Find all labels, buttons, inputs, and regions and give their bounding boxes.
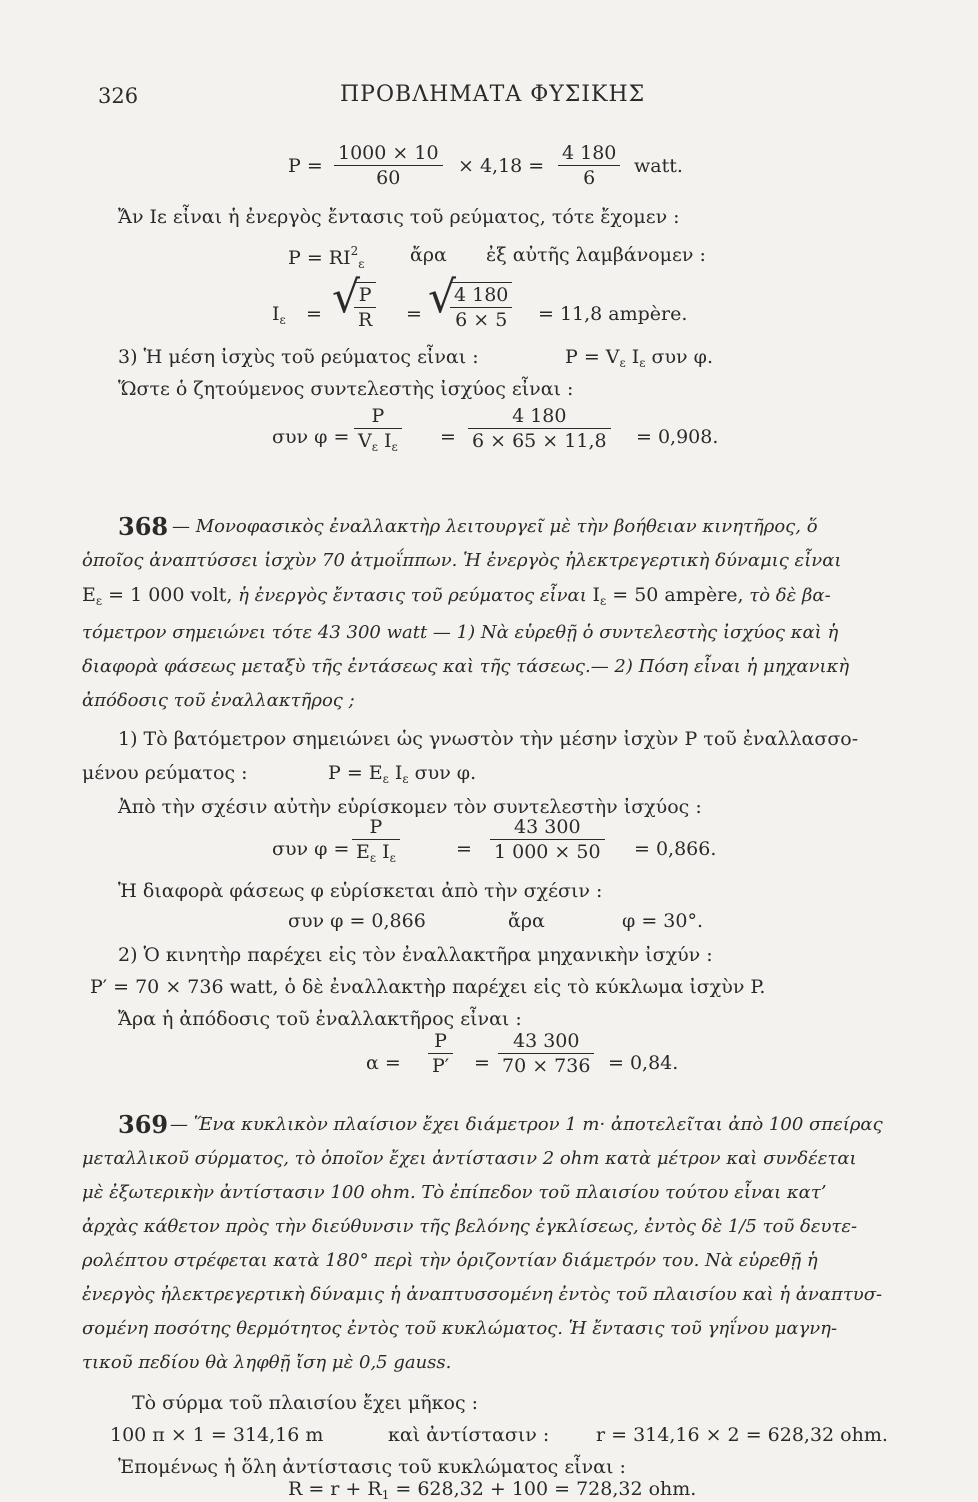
- text-line: Ὥστε ὁ ζητούμενος συντελεστὴς ἰσχύος εἶναι :: [118, 378, 574, 400]
- running-header-title: ΠΡΟΒΛΗΜΑΤΑ ΦΥΣΙΚΗΣ: [340, 82, 646, 107]
- text-line: Ἄν Iε εἶναι ἡ ἐνεργὸς ἔντασις τοῦ ρεύματος, τότε ἔχομεν :: [118, 206, 680, 228]
- book-page: 326 ΠΡΟΒΛΗΜΑΤΑ ΦΥΣΙΚΗΣ P = $\frac{1000 \times 10}{60}$ × 4,18 = $\frac{4 180}{6}$ watt. Ἄν Iε εἶναι ἡ ἐνεργὸς ἔντασις τοῦ ρεύματος, τότε ἔχομεν : $P = RI^2_\varepsilon$ ἄρα ἐξ αὐτῆς λαμβάνομεν : $I_\varepsilon$ = √ $\frac{P}{R}$ = √ $\frac{4 180}{6 \times 5}$ = 11,8 ampère. 3) Ἡ μέση ἰσχὺς τοῦ ρεύματος εἶναι : $P = V_\varepsilon$ $I_\varepsilon$ συν φ. Ὥστε ὁ ζητούμενος συντελεστὴς ἰσχύος εἶναι : συν φ = $\frac{P}{V_\varepsilon I_\varepsilon}$ = $\frac{4 180}{6 \times 65 \times 11,8}$ = 0,908. 368 — Μονοφασικὸς ἐναλλακτὴρ λειτουργεῖ μὲ τὴν βοήθειαν κινητῆρος, ὅ ὁποῖος ἀναπτύσσει ἰσχὺν 70 ἀτμοΐππων. Ἡ ἐνεργὸς ἠλεκτρεγερτικὴ δύναμις εἶναι $E_\varepsilon = 1$ 000 volt, ἡ ἐνεργὸς ἔντασις τοῦ ρεύματος εἶναι $I_\varepsilon = 50$ ampère, τὸ δὲ βα- τόμετρον σημειώνει τότε 43 300 watt — 1) Νὰ εὑρεθῇ ὁ συντελεστὴς ἰσχύος καὶ ἡ διαφορὰ φάσεως μεταξὺ τῆς ἐντάσεως καὶ τῆς τάσεως.— 2) Πόση εἶναι ἡ μηχανικὴ ἀπόδοσις τοῦ ἐναλλακτῆρος ; 1) Τὸ βατόμετρον σημειώνει ὡς γνωστὸν τὴν μέσην ἰσχὺν P τοῦ ἐναλλασσο- μένου ρεύματος : $P = E_\varepsilon$ $I_\varepsilon$ συν φ. Ἀπὸ τὴν σχέσιν αὐτὴν εὑρίσκομεν τὸν συντελεστὴν ἰσχύος : συν φ = $\frac{P}{E_\varepsilon I_\varepsilon}$ = $\frac{43 300}{1 000 \times 50}$ = 0,866. Ἡ διαφορὰ φάσεως φ εὑρίσκεται ἀπὸ τὴν σχέσιν : συν φ = 0,866 ἄρα φ = 30°. 2) Ὁ κινητὴρ παρέχει εἰς τὸν ἐναλλακτῆρα μηχανικὴν ἰσχύν : P′ = 70 × 736 watt, ὁ δὲ ἐναλλακτὴρ παρέχει εἰς τὸ κύκλωμα ἰσχὺν P. Ἄρα ἡ ἀπόδοσις τοῦ ἐναλλακτῆρος εἶναι : α = $\frac{P}{P'}$ = $\frac{43 300}{70 \times 736}$ = 0,84. 369 — Ἕνα κυκλικὸν πλαίσιον ἔχει διάμετρον 1 m· ἀποτελεῖται ἀπὸ 100 σπείρας μεταλλικοῦ σύρματος, τὸ ὁποῖον ἔχει ἀντίστασιν 2 ohm κατὰ μέτρον καὶ συνδέεται μὲ ἐξωτερικὴν ἀντίστασιν 100 ohm. Τὸ ἐπίπεδον τοῦ πλαισίου τούτου εἶναι κατ’ ἀρχὰς κάθετον πρὸς τὴν διεύθυνσιν τῆς βελόνης ἐγκλίσεως, ἐντὸς δὲ 1/5 τοῦ δευτε- ρολέπτου στρέφεται κατὰ 180° περὶ τὴν ὁριζοντίαν διάμετρόν του. Νὰ εὑρεθῇ ἡ ἐνεργὸς ἠλεκτρεγερτικὴ δύναμις ἡ ἀναπτυσσομένη ἐντὸς τοῦ πλαισίου καὶ ἡ ἀναπτυσ- σομένη ποσότης θερμότητος ἐντὸς τοῦ κυκλώματος. Ἡ ἔντασις τοῦ γηΐνου μαγνη- τικοῦ πεδίου θὰ ληφθῇ ἴση μὲ 0,5 gauss. Τὸ σύρμα τοῦ πλαισίου ἔχει μῆκος : 100 π × 1 = 314,16 m καὶ ἀντίστασιν : r = 314,16 × 2 = 628,32 ohm. Ἐπομένως ἡ ὅλη ἀντίστασις τοῦ κυκλώματος εἶναι : $R = r + R_1 = 628,32 + 100 = 728,32$ ohm.: [82, 82, 888, 1502]
- sqrt-symbol: √ $\frac{P}{R}$: [332, 282, 402, 338]
- sqrt-symbol: √ $\frac{4 180}{6 \times 5}$: [428, 282, 528, 338]
- problem-number: 368: [118, 512, 169, 541]
- problem-number: 369: [118, 1110, 169, 1139]
- page-number: 326: [98, 84, 139, 108]
